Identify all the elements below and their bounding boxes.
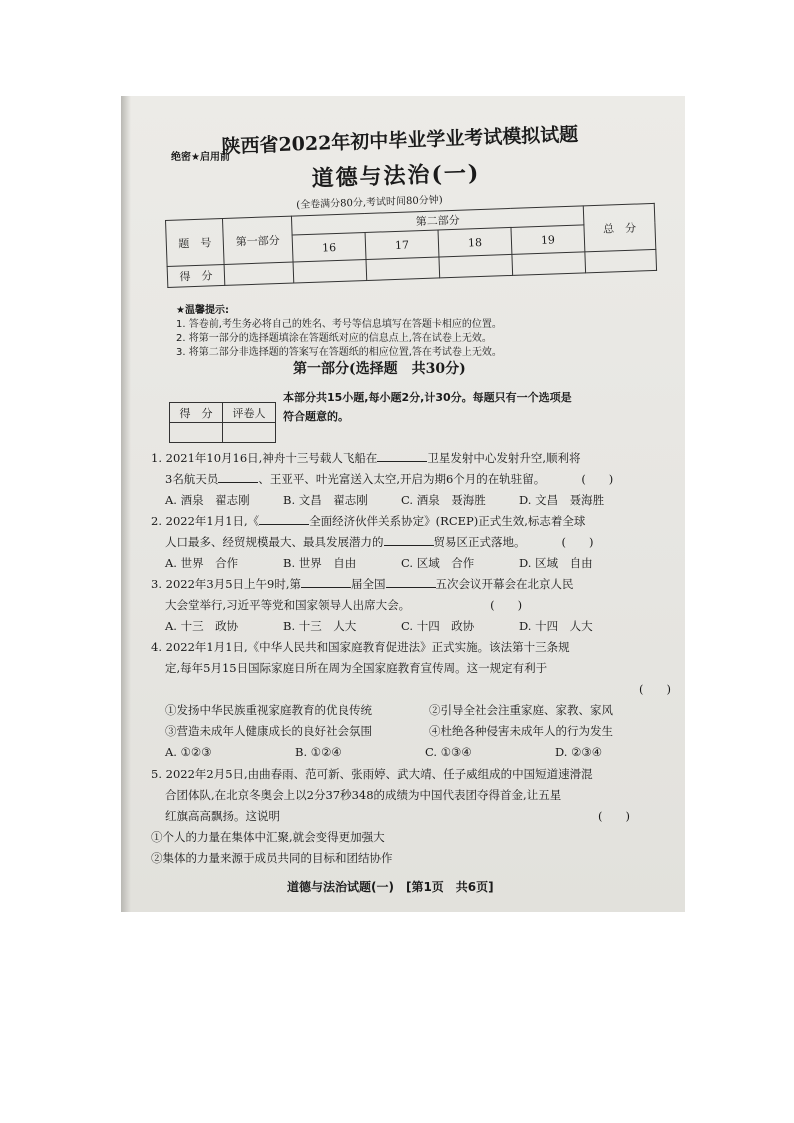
confidential-label: 绝密★启用前 <box>171 152 230 163</box>
q5-statement-2: ②集体的力量来源于成员共同的目标和团结协作 <box>151 851 393 865</box>
q1-option-d: D. 文昌 聂海胜 <box>519 493 605 507</box>
instruction-line-1: 本部分共15小题,每小题2分,计30分。每题只有一个选项是 <box>283 391 572 404</box>
q4-stem-b: 定,每年5月15日国际家庭日所在周为全国家庭教育宣传周。这一规定有利于 <box>165 661 548 675</box>
q2-stem-a: 2. 2022年1月1日,《 <box>151 514 260 528</box>
question-number-label: 题 号 <box>166 218 225 266</box>
score-cell-part1 <box>224 262 294 285</box>
q1-option-a: A. 酒泉 翟志刚 <box>165 493 250 507</box>
page-footer: 道德与法治试题(一) [第1页 共6页] <box>287 880 494 894</box>
q4-statement-4: ④杜绝各种侵害未成年人的行为发生 <box>429 724 613 738</box>
q3-stem-a: 3. 2022年3月5日上午9时,第 <box>151 577 301 591</box>
q5-stem-b: 合团体队,在北京冬奥会上以2分37秒348的成绩为中国代表团夺得首金,让五星 <box>165 788 562 802</box>
q4-option-a: A. ①②③ <box>165 745 212 759</box>
q2-stem-c: 人口最多、经贸规模最大、最具发展潜力的 <box>165 535 384 549</box>
tips-line-2: 2. 将第一部分的选择题填涂在答题纸对应的信息点上,答在试卷上无效。 <box>176 333 492 344</box>
q4-statement-1: ①发扬中华民族重视家庭教育的优良传统 <box>165 703 372 717</box>
q2-option-b: B. 世界 自由 <box>283 556 357 570</box>
part1-header: 第一部分 <box>222 216 293 264</box>
score-table <box>165 203 657 288</box>
question-5 <box>151 764 630 869</box>
q4-option-d: D. ②③④ <box>555 745 603 759</box>
q1-stem-a: 1. 2021年10月16日,神舟十三号载人飞船在 <box>151 451 378 465</box>
q1-blank-2 <box>218 470 258 483</box>
q4-answer-paren: ( ) <box>639 682 671 696</box>
score-cell-q19 <box>512 252 586 276</box>
part2-header: 第二部分 <box>291 206 583 235</box>
score-cell-q17 <box>366 257 440 281</box>
q2-option-a: A. 世界 合作 <box>165 556 239 570</box>
total-header: 总 分 <box>583 203 656 251</box>
q3-option-b: B. 十三 人大 <box>283 619 357 633</box>
q2-blank-1 <box>259 512 309 525</box>
q4-option-b: B. ①②④ <box>295 745 342 759</box>
question-2 <box>151 511 593 574</box>
q3-option-d: D. 十四 人大 <box>519 619 593 633</box>
q3-stem-b: 届全国 <box>351 577 386 591</box>
grader-name-label: 评卷人 <box>223 403 276 423</box>
q3-stem-d: 大会堂举行,习近平等党和国家领导人出席大会。 <box>165 598 411 612</box>
q5-stem-a: 5. 2022年2月5日,由曲春雨、范可新、张雨婷、武大靖、任子威组成的中国短道速滑混 <box>151 767 593 781</box>
tips-line-1: 1. 答卷前,考生务必将自己的姓名、考号等信息填写在答题卡相应的位置。 <box>176 319 502 330</box>
subject-title: 道德与法治(一) <box>311 160 481 192</box>
exam-title: 陕西省2022年初中毕业学业考试模拟试题 <box>221 123 579 158</box>
q19-header: 19 <box>511 225 585 255</box>
part1-instruction <box>283 388 572 426</box>
q2-option-c: C. 区域 合作 <box>401 556 475 570</box>
grader-score-cell <box>170 423 223 443</box>
score-cell-q16 <box>293 260 367 284</box>
score-cell-total <box>585 249 657 272</box>
q18-header: 18 <box>438 227 512 257</box>
score-row-label: 得 分 <box>167 264 225 287</box>
q4-statement-2: ②引导全社会注重家庭、家教、家风 <box>429 703 613 717</box>
q1-option-c: C. 酒泉 聂海胜 <box>401 493 486 507</box>
q4-stem-a: 4. 2022年1月1日,《中华人民共和国家庭教育促进法》正式实施。该法第十三条规 <box>151 640 570 654</box>
q1-answer-paren: ( ) <box>581 472 614 486</box>
q2-stem-d: 贸易区正式落地。 <box>433 535 526 549</box>
q1-stem-b: 卫星发射中心发射升空,顺利将 <box>427 451 581 465</box>
q1-stem-d: 、王亚平、叶光富送入太空,开启为期6个月的在轨驻留。 <box>258 472 546 486</box>
exam-paper-photo <box>121 96 685 912</box>
q3-option-c: C. 十四 政协 <box>401 619 475 633</box>
q17-header: 17 <box>365 230 439 260</box>
score-cell-q18 <box>439 254 513 278</box>
question-3 <box>151 574 593 637</box>
q5-statement-1: ①个人的力量在集体中汇聚,就会变得更加强大 <box>151 830 385 844</box>
tips-title: ★温馨提示: <box>176 305 229 316</box>
q1-blank-1 <box>377 449 427 462</box>
q16-header: 16 <box>292 233 366 263</box>
score-time-note: (全卷满分80分,考试时间80分钟) <box>296 194 443 211</box>
grader-score-label: 得 分 <box>170 403 223 423</box>
part1-title: 第一部分(选择题 共30分) <box>293 361 466 377</box>
q2-option-d: D. 区域 自由 <box>519 556 593 570</box>
instruction-line-2: 符合题意的。 <box>283 410 349 423</box>
grader-table <box>169 402 276 443</box>
q2-answer-paren: ( ) <box>561 535 594 549</box>
q4-option-c: C. ①③④ <box>425 745 472 759</box>
q2-stem-b: 全面经济伙伴关系协定》(RCEP)正式生效,标志着全球 <box>309 514 586 528</box>
q2-blank-2 <box>384 533 434 546</box>
q3-blank-2 <box>386 575 436 588</box>
q1-option-b: B. 文昌 翟志刚 <box>283 493 368 507</box>
q3-stem-c: 五次会议开幕会在北京人民 <box>435 577 574 591</box>
tips-block <box>176 304 502 360</box>
q3-option-a: A. 十三 政协 <box>165 619 239 633</box>
q4-statement-3: ③营造未成年人健康成长的良好社会氛围 <box>165 724 372 738</box>
q5-answer-paren: ( ) <box>598 809 630 823</box>
q1-stem-c: 3名航天员 <box>165 472 219 486</box>
q3-blank-1 <box>301 575 351 588</box>
q5-stem-c: 红旗高高飘扬。这说明 <box>165 809 280 823</box>
question-4 <box>151 637 675 763</box>
tips-line-3: 3. 将第二部分非选择题的答案写在答题纸的相应位置,答在考试卷上无效。 <box>176 347 502 358</box>
grader-name-cell <box>223 423 276 443</box>
question-1 <box>151 448 613 511</box>
q3-answer-paren: ( ) <box>490 598 523 612</box>
